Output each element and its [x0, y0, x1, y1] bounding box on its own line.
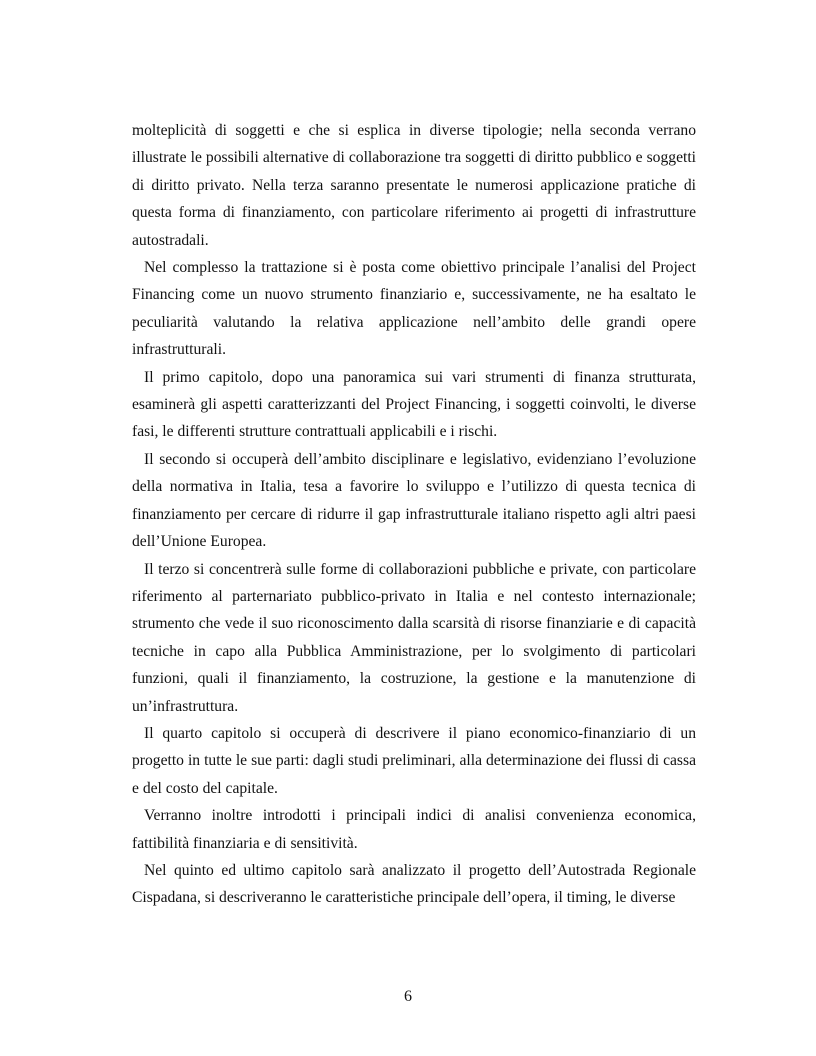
paragraph-chapter-three: Il terzo si concentrerà sulle forme di collaborazioni pubbliche e private, con particolare riferimento al parternariato pubblico-privato in Italia e nel contesto internazionale; strumento che vede il suo riconoscimento dalla scarsità di risorse finanziarie e di capacità tecniche in capo alla Pubblica Amministrazione, per lo svolgimento di particolari funzioni, quali il finanziamento, la costruzione, la gestione e la manutenzione di un’infrastruttura.	[132, 560, 696, 715]
paragraph-chapter-two: Il secondo si occuperà dell’ambito disciplinare e legislativo, evidenziano l’evoluzione della normativa in Italia, tesa a favorire lo sviluppo e l’utilizzo di questa tecnica di finanziamento per cercare di ridurre il gap infrastrutturale italiano rispetto agli altri paesi dell’Unione Europea.	[132, 450, 696, 551]
page-number: 6	[404, 988, 412, 1005]
body-text	[132, 117, 696, 912]
paragraph-overview: Nel complesso la trattazione si è posta come obiettivo principale l’analisi del Project Financing come un nuovo strumento finanziario e, successivamente, ne ha esaltato le peculiarità valutando la relativa applicazione nell’ambito delle grandi opere infrastrutturali.	[132, 259, 696, 359]
paragraph-chapter-one: Il primo capitolo, dopo una panoramica sui vari strumenti di finanza strutturata, esaminerà gli aspetti caratterizzanti del Project Financing, i soggetti coinvolti, le diverse fasi, le differenti strutture contrattuali applicabili e i rischi.	[132, 368, 696, 441]
paragraph-chapter-four: Il quarto capitolo si occuperà di descrivere il piano economico-finanziario di un progetto in tutte le sue parti: dagli studi preliminari, alla determinazione dei flussi di cassa e del costo del capitale.	[132, 724, 696, 797]
paragraph-indices: Verranno inoltre introdotti i principali indici di analisi convenienza economica, fattibilità finanziaria e di sensitività.	[132, 807, 696, 852]
paragraph-chapter-five: Nel quinto ed ultimo capitolo sarà analizzato il progetto dell’Autostrada Regionale Cispadana, si descriveranno le caratteristiche principale dell’opera, il timing, le diverse	[132, 861, 696, 907]
paragraph-continuation: molteplicità di soggetti e che si esplica in diverse tipologie; nella seconda verrano illustrate le possibili alternative di collaborazione tra soggetti di diritto pubblico e soggetti di diritto privato. Nella terza saranno presentate le numerosi applicazione pratiche di questa forma di finanziamento, con particolare riferimento ai progetti di infrastrutture autostradali.	[132, 122, 696, 249]
